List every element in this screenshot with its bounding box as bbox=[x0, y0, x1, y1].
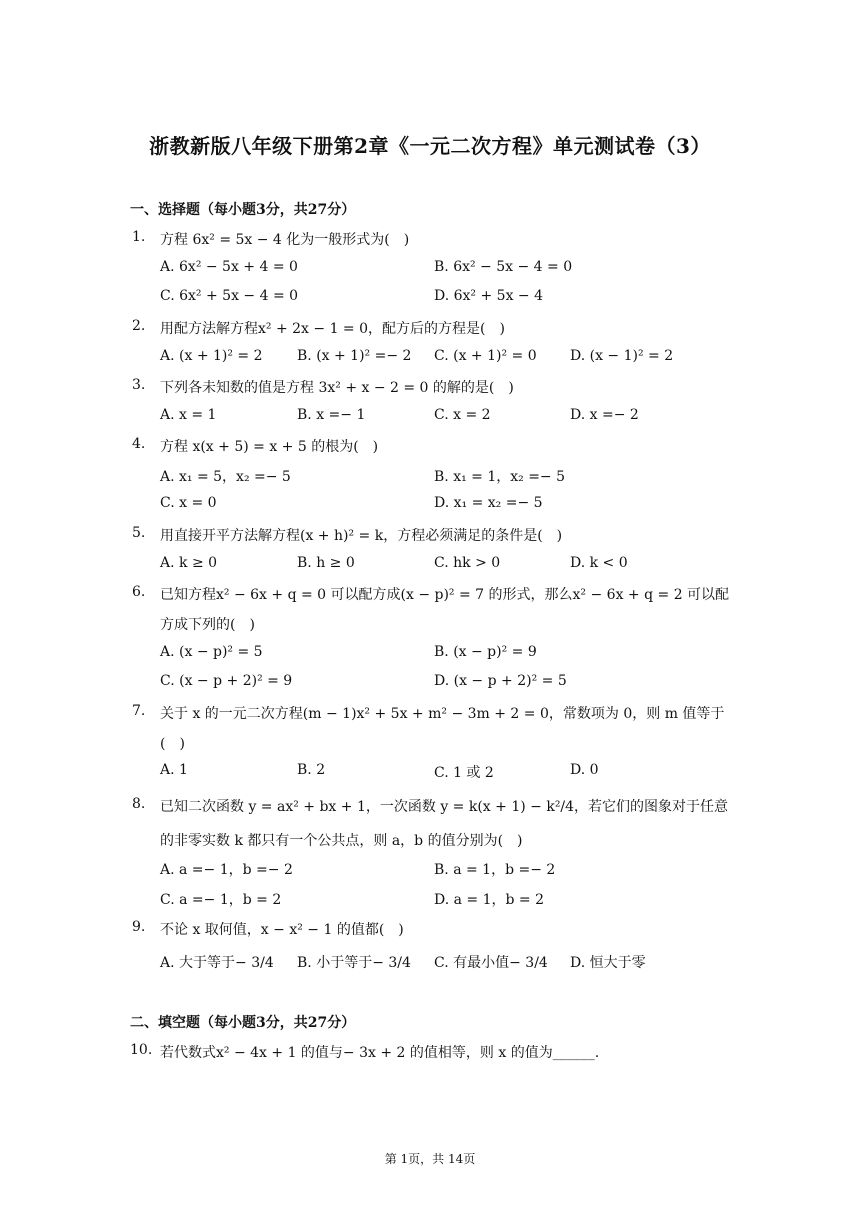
option-a: A. (x − p)² = 5 bbox=[160, 644, 263, 660]
option-a: A. a =− 1，b =− 2 bbox=[160, 862, 293, 878]
question-number: 1. bbox=[132, 229, 146, 245]
option-c: C. 6x² + 5x − 4 = 0 bbox=[160, 288, 299, 304]
question-text: 下列各未知数的值是方程 3x² + x − 2 = 0 的解的是( ) bbox=[160, 380, 514, 396]
question-text: 已知方程x² − 6x + q = 0 可以配方成(x − p)² = 7 的形式，那么x² − 6x + q = 2 可以配 bbox=[160, 587, 730, 603]
option-d: D. x₁ = x₂ =− 5 bbox=[434, 495, 543, 511]
option-d: D. x =− 2 bbox=[570, 407, 639, 423]
section-heading-choice: 一、选择题（每小题3分，共27分） bbox=[130, 202, 356, 218]
option-c: C. 有最小值− 3/4 bbox=[434, 955, 548, 971]
question-number: 2. bbox=[132, 318, 146, 334]
option-d: D. a = 1，b = 2 bbox=[434, 892, 545, 908]
option-b: B. (x + 1)² =− 2 bbox=[297, 348, 412, 364]
question-text-continued: 的非零实数 k 都只有一个公共点，则 a，b 的值分别为( ) bbox=[160, 833, 523, 849]
option-b: B. (x − p)² = 9 bbox=[434, 644, 537, 660]
option-c: C. a =− 1，b = 2 bbox=[160, 892, 282, 908]
question-text: 方程 x(x + 5) = x + 5 的根为( ) bbox=[160, 439, 379, 455]
question-number: 4. bbox=[132, 436, 146, 452]
section-heading-fill-in: 二、填空题（每小题3分，共27分） bbox=[130, 1015, 356, 1031]
option-b: B. 6x² − 5x − 4 = 0 bbox=[434, 259, 573, 275]
question-number: 6. bbox=[132, 584, 146, 600]
option-b: B. a = 1，b =− 2 bbox=[434, 862, 556, 878]
option-a: A. 大于等于− 3/4 bbox=[160, 955, 274, 971]
question-text-continued: 方成下列的( ) bbox=[160, 617, 255, 633]
option-a: A. 1 bbox=[160, 762, 188, 778]
option-a: A. (x + 1)² = 2 bbox=[160, 348, 263, 364]
option-d: D. 0 bbox=[570, 762, 599, 778]
option-a: A. x = 1 bbox=[160, 407, 217, 423]
option-b: B. h ≥ 0 bbox=[297, 555, 355, 571]
question-number: 3. bbox=[132, 377, 146, 393]
option-c: C. hk > 0 bbox=[434, 555, 501, 571]
question-text: 方程 6x² = 5x − 4 化为一般形式为( ) bbox=[160, 232, 410, 248]
option-c: C. (x + 1)² = 0 bbox=[434, 348, 537, 364]
option-b: B. x₁ = 1，x₂ =− 5 bbox=[434, 469, 566, 485]
option-a: A. k ≥ 0 bbox=[160, 555, 218, 571]
option-c: C. 1 或 2 bbox=[434, 765, 494, 781]
question-text: 用直接开平方法解方程(x + h)² = k，方程必须满足的条件是( ) bbox=[160, 528, 563, 544]
question-text: 关于 x 的一元二次方程(m − 1)x² + 5x + m² − 3m + 2 = 0，常数项为 0，则 m 值等于 bbox=[160, 706, 725, 722]
question-number: 10. bbox=[130, 1042, 153, 1058]
question-number: 5. bbox=[132, 525, 146, 541]
question-number: 8. bbox=[132, 796, 146, 812]
option-a: A. 6x² − 5x + 4 = 0 bbox=[160, 259, 298, 275]
question-text: 若代数式x² − 4x + 1 的值与− 3x + 2 的值相等，则 x 的值为______. bbox=[160, 1045, 600, 1061]
option-b: B. 小于等于− 3/4 bbox=[297, 955, 411, 971]
question-text: 不论 x 取何值，x − x² − 1 的值都( ) bbox=[160, 922, 404, 938]
option-c: C. x = 2 bbox=[434, 407, 491, 423]
question-number: 9. bbox=[132, 919, 146, 935]
question-text: 用配方法解方程x² + 2x − 1 = 0，配方后的方程是( ) bbox=[160, 321, 505, 337]
option-d: D. (x − 1)² = 2 bbox=[570, 348, 674, 364]
option-c: C. x = 0 bbox=[160, 495, 217, 511]
option-d: D. k < 0 bbox=[570, 555, 628, 571]
page-footer: 第 1页，共 14页 bbox=[384, 1152, 476, 1166]
question-number: 7. bbox=[132, 703, 146, 719]
page-title: 浙教新版八年级下册第2章《一元二次方程》单元测试卷（3） bbox=[149, 134, 711, 158]
question-text: 已知二次函数 y = ax² + bx + 1，一次函数 y = k(x + 1) − k²/4，若它们的图象对于任意 bbox=[160, 799, 729, 815]
option-d: D. 恒大于零 bbox=[570, 955, 646, 971]
option-d: D. (x − p + 2)² = 5 bbox=[434, 673, 567, 689]
option-b: B. 2 bbox=[297, 762, 326, 778]
option-d: D. 6x² + 5x − 4 bbox=[434, 288, 544, 304]
question-text-continued: ( ) bbox=[160, 736, 185, 752]
option-b: B. x =− 1 bbox=[297, 407, 366, 423]
option-c: C. (x − p + 2)² = 9 bbox=[160, 673, 293, 689]
option-a: A. x₁ = 5，x₂ =− 5 bbox=[160, 469, 291, 485]
